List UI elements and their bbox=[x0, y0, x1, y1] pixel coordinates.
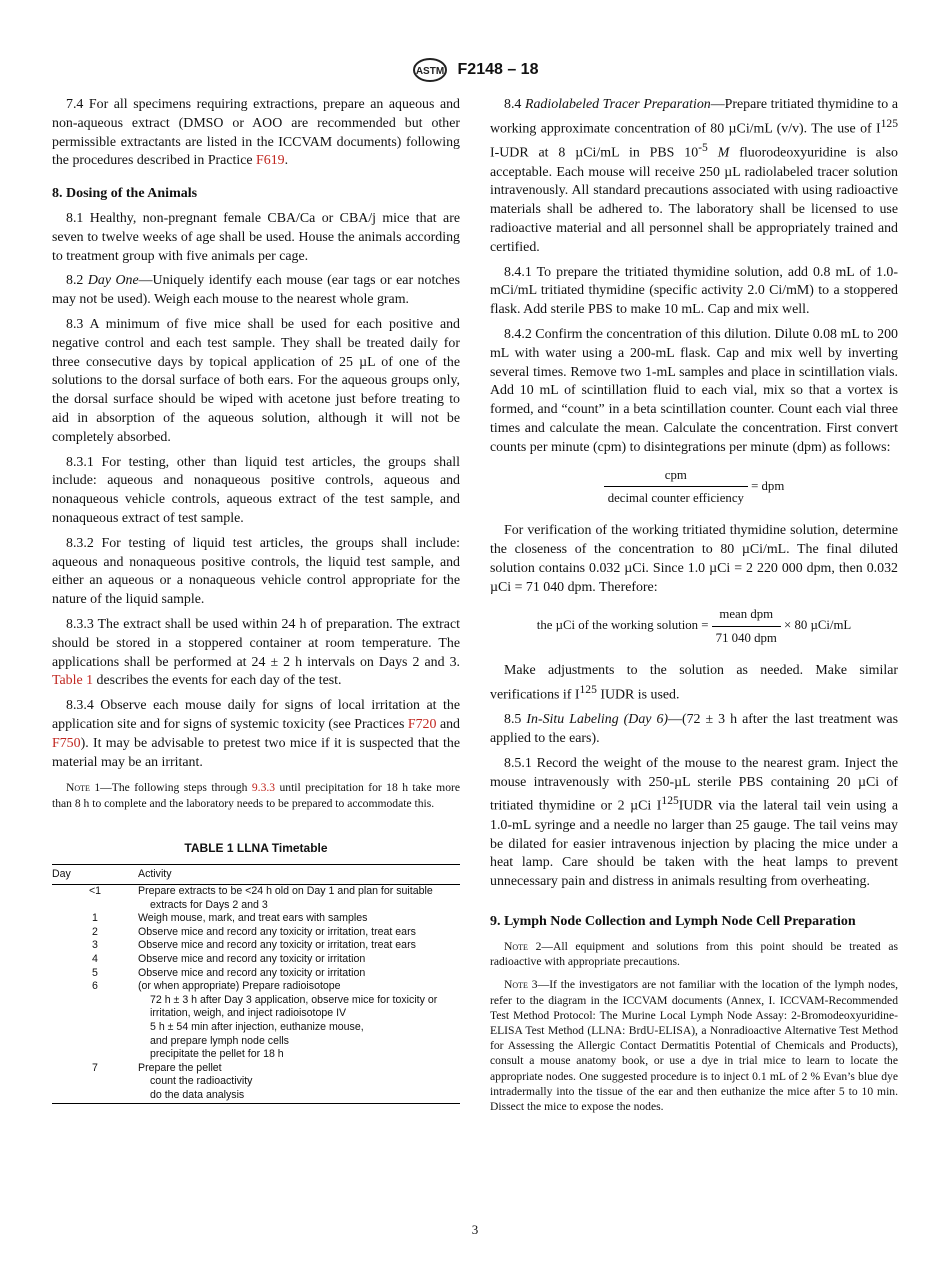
paragraph-8-3-4: 8.3.4 Observe each mouse daily for signs of local irritation at the application site and for signs of systemic toxicity (see Practices F720 and F750). It may be advisable to pretest two mice if it is suspected that the material may be an irritant. bbox=[52, 698, 461, 770]
paragraph-8-1: 8.1 Healthy, non-pregnant female CBA/Ca or CBA/j mice that are seven to twelve weeks of age shall be used. House the animals according to treatment group with five animals per cage. bbox=[52, 210, 460, 264]
section-8-heading: 8. Dosing of the Animals bbox=[52, 186, 198, 202]
paragraph-8-3-1: 8.3.1 For testing, other than liquid test articles, the groups shall include: aqueous and nonaqueous positive controls, aqueous and nonaqueous vehicle controls, aqueous extract of the test sample, and nonaqueous extract of test sample. bbox=[52, 454, 460, 526]
page-number: 3 bbox=[471, 1222, 479, 1237]
ref-9-3-3-link[interactable]: 9.3.3 bbox=[251, 781, 276, 795]
paragraph-8-4: 8.4 Radiolabeled Tracer Preparation—Prepare tritiated thymidine to a working approximate concentration of 80 µCi/mL (v/v). The use of $I^{125}$ I-UDR at 8 µCi/mL in PBS $10^{-5}$ M fluorodeoxyuridine is also acceptable. Each mouse will receive 250 µL radiolabeled tracer solution intravenously. All standard precautions associated with using radioactive materials shall be adhered to. The laboratory shall be licensed to use radioactive material and all personnel shall be appropriately trained and certified. bbox=[490, 97, 898, 255]
llna-timetable bbox=[52, 864, 460, 1104]
ref-f720-link[interactable]: F720 bbox=[407, 716, 437, 732]
paragraph-8-2: 8.2 Day One—Uniquely identify each mouse (ear tags or ear notches may not be used). Weigh each mouse to the nearest whole gram. bbox=[52, 273, 460, 308]
paragraph-8-5-1: 8.5.1 Record the weight of the mouse to the nearest gram. Inject the mouse intravenously with 250-µL sterile PBS containing 20 µCi of tritiated thymidine or 2 µCi $I^{125}IUDR$ via the lateral tail vein using a 1.0-mL syringe and a needle no larger than 25 gauge. The tail veins may be dilated for easier intravenous injection by placing the mice under a heat lamp. Care should be taken with the heat lamps to prevent unnecessary pain and distress in animals resulting from overheating. bbox=[490, 755, 898, 890]
table-row bbox=[52, 885, 460, 913]
paragraph-8-3-2: 8.3.2 For testing of liquid test articles, the groups shall include: aqueous and nonaqueous positive controls, the liquid test sample, and either an aqueous or a nonaqueous vehicle control appropriate for the nature of the liquid sample. bbox=[52, 535, 460, 608]
paragraph-8-5: 8.5 In-Situ Labeling (Day 6)—(72 ± 3 h after the last treatment was applied to the ears). bbox=[490, 712, 898, 746]
page-header bbox=[0, 58, 950, 84]
note-3: Note 3—If the investigators are not familiar with the location of the lymph nodes, refer to the diagram in the ICCVAM documents (Annex, I. ICCVAM-Recommended Test Method Protocol: The Murine Local Lymph Node Assay: 2-Bromodeoxyuridine-ELISA Test Method (LLNA: BrdU-ELISA), a Nonradioactive Alternative Test Method for Assessing the Allergic Contact Dermatitis Potential of Chemicals and Products), consult a mouse anatomy book, or use a dye in trial mice to learn to locate the appropriate nodes. One suggested procedure is to inject 0.1 mL of 2 % Evan’s blue dye intradermally into the tissue of the ear and then euthanize the mice after 5 to 10 min. Dissect the mice to expose the nodes. bbox=[490, 978, 898, 1114]
table-row bbox=[52, 967, 460, 981]
paragraph-7-4: 7.4 For all specimens requiring extractions, prepare an aqueous and non-aqueous extract (DMSO or AOO are recommended but other permissible extractants are listed in the ICCVAM documents) following the procedures described in Practice F619. bbox=[52, 97, 460, 169]
right-column bbox=[490, 96, 898, 1120]
paragraph-adjustments: Make adjustments to the solution as needed. Make similar verifications if $I^{125}$ IUDR is used. bbox=[490, 662, 898, 703]
equation-working-solution: the µCi of the working solution = $\frac{\text{mean dpm}}{\text{71 040 dpm}}$ × 80 µCi/mL bbox=[536, 607, 852, 646]
day-cell: 5 bbox=[92, 966, 98, 979]
activity-cell: Prepare extracts to be <24 h old on Day 1 and plan for suitable extracts for Days 2 and 3 bbox=[138, 885, 433, 911]
activity-cell: Observe mice and record any toxicity or irritation, treat ears bbox=[138, 925, 416, 938]
day-cell: 1 bbox=[92, 912, 98, 925]
col-header-day: Day bbox=[52, 864, 138, 885]
table-row bbox=[52, 939, 460, 953]
paragraph-verification: For verification of the working tritiated thymidine solution, determine the closeness of the concentration to 80 µCi/mL. The final diluted solution contains 0.032 µCi. Since 1.0 µCi = 2 220 000 dpm, then 0.032 µCi = 71 040 dpm. Therefore: bbox=[490, 523, 898, 595]
svg-text:ASTM: ASTM bbox=[415, 66, 444, 77]
section-9-heading: 9. Lymph Node Collection and Lymph Node Cell Preparation bbox=[490, 913, 856, 929]
note-2: Note 2—All equipment and solutions from this point should be treated as radioactive with appropriate precautions. bbox=[490, 939, 898, 969]
day-cell: 4 bbox=[92, 953, 98, 966]
table-row bbox=[52, 953, 460, 967]
day-cell: <1 bbox=[88, 885, 102, 898]
activity-cell: Weigh mouse, mark, and treat ears with samples bbox=[138, 912, 368, 925]
ref-f750-link[interactable]: F750 bbox=[52, 735, 81, 751]
col-header-activity: Activity bbox=[138, 864, 460, 885]
ref-table-1-link[interactable]: Table 1 bbox=[52, 673, 94, 689]
paragraph-8-4-1: 8.4.1 To prepare the tritiated thymidine solution, add 0.8 mL of 1.0-mCi/mL tritiated thymidine (specific activity 2.0 Ci/mM) to a stoppered flask. Add sterile PBS to make 10 mL. Cap and mix well. bbox=[490, 264, 898, 318]
day-cell: 3 bbox=[92, 939, 98, 952]
activity-cell: Observe mice and record any toxicity or irritation bbox=[138, 966, 366, 979]
table-row bbox=[52, 926, 460, 940]
activity-cell: Observe mice and record any toxicity or irritation, treat ears bbox=[138, 939, 416, 952]
equation-dpm: $\frac{\text{cpm}}{\text{decimal counter efficiency}}$ = dpm bbox=[490, 466, 898, 509]
activity-cell: Prepare the pellet count the radioactivity do the data analysis bbox=[138, 1062, 460, 1103]
day-cell: 2 bbox=[92, 925, 98, 938]
table-1-title: TABLE 1 LLNA Timetable bbox=[184, 840, 328, 855]
day-cell: 6 bbox=[92, 980, 98, 993]
left-column bbox=[52, 96, 460, 1104]
astm-logo-icon bbox=[412, 58, 448, 82]
table-row bbox=[52, 912, 460, 926]
table-row bbox=[52, 980, 460, 1062]
table-row bbox=[52, 1062, 460, 1103]
note-1: Note 1—The following steps through 9.3.3 until precipitation for 18 h take more than 8 h to complete and the laboratory needs to be prepared to accommodate this. bbox=[52, 781, 460, 810]
document-number: F2148 – 18 bbox=[457, 61, 539, 78]
day-cell: 7 bbox=[52, 1062, 138, 1103]
paragraph-8-3-3: 8.3.3 The extract shall be used within 24 h of preparation. The extract should be stored in a stoppered container at room temperature. The applications shall be performed at 24 ± 2 h intervals on Days 2 and 3. Table 1 describes the events for each day of the test. bbox=[52, 616, 460, 689]
activity-cell: Observe mice and record any toxicity or irritation bbox=[138, 953, 366, 966]
paragraph-8-4-2: 8.4.2 Confirm the concentration of this dilution. Dilute 0.08 mL to 200 mL with water using a 200-mL flask. Cap and mix well by inverting several times. Remove two 1-mL samples and place in scintillation vials. Add 10 mL of scintillation fluid to each vial, mix so that a vortex is formed, and “count” in a beta scintillation counter. Count each vial three times and calculate the mean. Calculate the concentration. First convert counts per minute (cpm) to disintegrations per minute (dpm) as follows: bbox=[490, 327, 898, 455]
paragraph-8-3: 8.3 A minimum of five mice shall be used for each positive and negative control and each test sample. They shall be treated daily for three consecutive days by topical application of 25 µL of one of the solutions to the dorsal surface of both ears. For the aqueous groups only, the dorsal surface should be wiped with acetone just before treating to aid in absorption of the aqueous solution, although it will not be completely absorbed. bbox=[52, 316, 460, 445]
ref-f619-link[interactable]: F619 bbox=[256, 153, 285, 169]
activity-cell: (or when appropriate) Prepare radioisotope 72 h ± 3 h after Day 3 application, observe mice for toxicity or irritation, weigh, and inject radioisotope IV 5 h ± 54 min after injection, euthanize mouse, and prepare lymph node cells precipitate the pellet for 18 h bbox=[138, 980, 438, 1061]
